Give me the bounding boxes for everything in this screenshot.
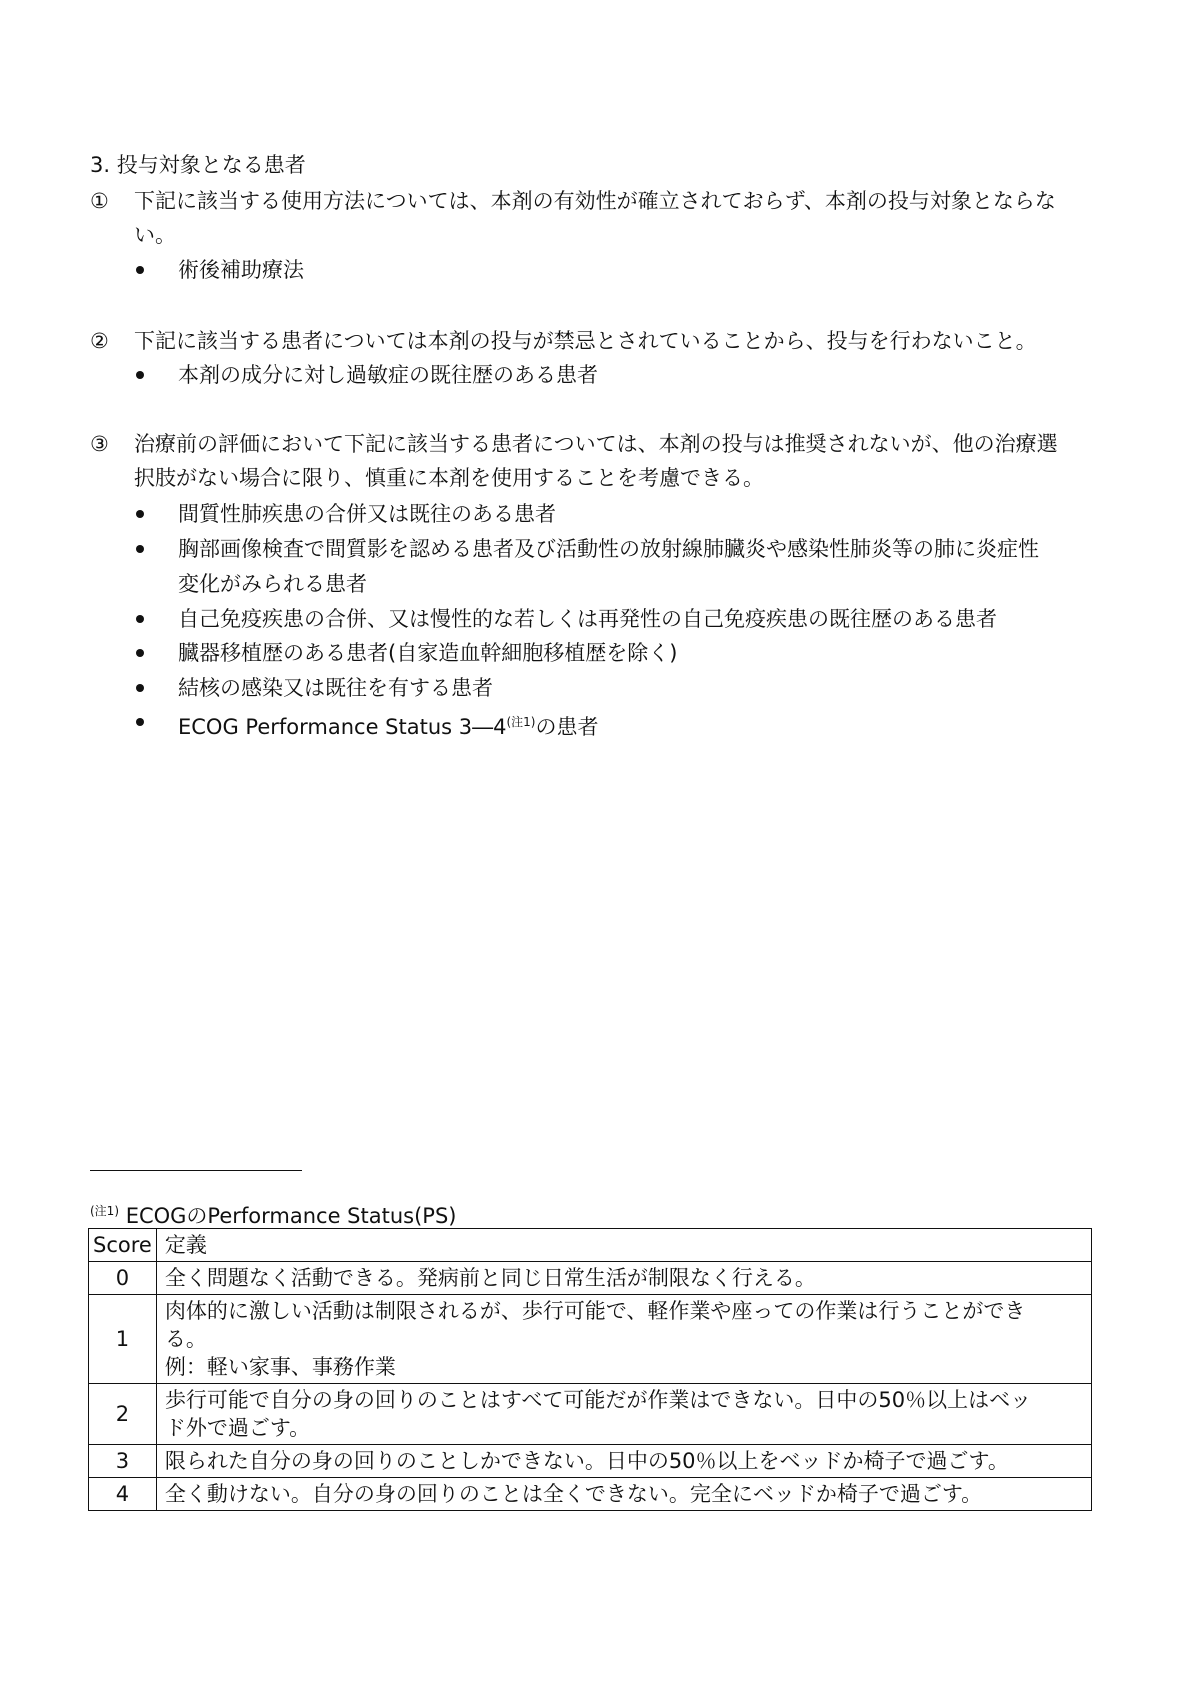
bullet-icon xyxy=(136,684,144,692)
bullet-text: 臓器移植歴のある患者(自家造血幹細胞移植歴を除く) xyxy=(178,641,678,665)
definition-line: 歩行可能で自分の身の回りのことはすべて可能だが作業はできない。日中の50％以上はベッ xyxy=(164,1388,1032,1412)
definition-line: 全く動けない。自分の身の回りのことは全くできない。完全にベッドか椅子で過ごす。 xyxy=(164,1482,983,1506)
ecog-table xyxy=(88,1228,1092,1511)
bullet-text: 本剤の成分に対し過敏症の既往歴のある患者 xyxy=(178,363,598,387)
item-text: 下記に該当する使用方法については、本剤の有効性が確立されておらず、本剤の投与対象とならな xyxy=(134,189,1056,213)
table-row xyxy=(89,1445,1092,1478)
bullet-icon xyxy=(136,266,144,274)
table-row xyxy=(89,1295,1092,1384)
bullet-text: 間質性肺疾患の合併又は既往のある患者 xyxy=(178,502,556,526)
table-header-row xyxy=(89,1229,1092,1262)
item-marker: ② xyxy=(90,329,109,353)
bullet-text: 自己免疫疾患の合併、又は慢性的な若しくは再発性の自己免疫疾患の既往歴のある患者 xyxy=(178,607,997,631)
bullet-icon xyxy=(136,545,144,553)
definition-cell xyxy=(156,1445,1091,1478)
table-row xyxy=(89,1262,1092,1295)
bullet-icon xyxy=(136,649,144,657)
footnote-ref[interactable]: (注1) xyxy=(506,715,536,729)
score-cell: 2 xyxy=(89,1384,157,1445)
item-marker: ③ xyxy=(90,432,109,456)
definition-line: 肉体的に激しい活動は制限されるが、歩行可能で、軽作業や座っての作業は行うことができ xyxy=(164,1299,1026,1323)
score-cell: 3 xyxy=(89,1445,157,1478)
bullet-text: 術後補助療法 xyxy=(178,258,304,282)
footnote-title xyxy=(90,1198,457,1228)
footnote-title-text: ECOGのPerformance Status(PS) xyxy=(125,1204,457,1228)
ecog-text: ECOG Performance Status 3―4 xyxy=(178,715,507,739)
bullet-icon xyxy=(136,371,144,379)
bullet-text xyxy=(178,709,599,739)
item-text: い。 xyxy=(134,223,176,247)
footnote-marker: (注1) xyxy=(90,1204,119,1218)
definition-cell xyxy=(156,1384,1091,1445)
item-marker: ① xyxy=(90,189,109,213)
definition-cell xyxy=(156,1295,1091,1384)
item-text: 治療前の評価において下記に該当する患者については、本剤の投与は推奨されないが、他の治療選 xyxy=(134,432,1058,456)
table-row xyxy=(89,1478,1092,1511)
bullet-icon xyxy=(136,510,144,518)
bullet-text: 変化がみられる患者 xyxy=(178,572,367,596)
bullet-text: 結核の感染又は既往を有する患者 xyxy=(178,676,493,700)
definition-line: ド外で過ごす。 xyxy=(164,1416,311,1440)
bullet-icon xyxy=(136,718,144,726)
bullet-text: 胸部画像検査で間質影を認める患者及び活動性の放射線肺臓炎や感染性肺炎等の肺に炎症性 xyxy=(178,537,1039,561)
definition-cell xyxy=(156,1478,1091,1511)
definition-line: 全く問題なく活動できる。発病前と同じ日常生活が制限なく行える。 xyxy=(164,1266,816,1290)
header-definition: 定義 xyxy=(156,1229,1091,1262)
table-row xyxy=(89,1384,1092,1445)
score-cell: 0 xyxy=(89,1262,157,1295)
item-text: 択肢がない場合に限り、慎重に本剤を使用することを考慮できる。 xyxy=(134,466,764,490)
definition-cell xyxy=(156,1262,1091,1295)
score-cell: 1 xyxy=(89,1295,157,1384)
bullet-icon xyxy=(136,615,144,623)
item-text: 下記に該当する患者については本剤の投与が禁忌とされていることから、投与を行わないこと。 xyxy=(134,329,1037,353)
ecog-suffix: の患者 xyxy=(535,715,599,739)
section-heading: 3. 投与対象となる患者 xyxy=(90,153,306,177)
score-cell: 4 xyxy=(89,1478,157,1511)
footnote-separator xyxy=(90,1170,302,1171)
definition-line: 例：軽い家事、事務作業 xyxy=(164,1355,396,1379)
definition-line: る。 xyxy=(164,1327,207,1351)
definition-line: 限られた自分の身の回りのことしかできない。日中の50％以上をベッドか椅子で過ごす。 xyxy=(164,1449,1009,1473)
header-score: Score xyxy=(89,1229,157,1262)
